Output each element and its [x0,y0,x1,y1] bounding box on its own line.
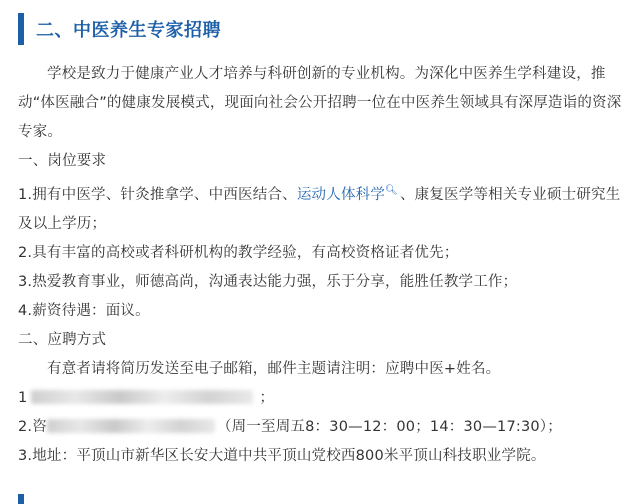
contact-2-prefix: 2.咨 [18,418,47,435]
intro-paragraph: 学校是致力于健康产业人才培养与科研创新的专业机构。为深化中医养生学科建设，推动“体医融合”的健康发展模式，现面向社会公开招聘一位在中医养生领域具有深厚造诣的资深专家。 [18,66,622,140]
contact-2-hours: （周一至周五8：30—12：00；14：30—17:30）； [216,418,562,435]
requirement-1-text-b: 、康复医学等相关专业硕士研究生及以上学历； [18,186,621,232]
contact-line-2 [18,413,633,442]
requirement-4: 4.薪资待遇：面议。 [18,302,150,319]
redacted-email [31,390,253,404]
section-heading [18,12,221,46]
requirement-3: 3.热爱教育事业，师德高尚，沟通表达能力强，乐于分享，能胜任教学工作； [18,273,518,290]
search-icon[interactable]: 🔍︎ [385,185,398,196]
application-intro: 有意者请将简历发送至电子邮箱，邮件主题请注明：应聘中医+姓名。 [47,360,501,377]
article-body [18,60,633,471]
contact-1-end: ； [259,389,275,406]
requirement-1 [18,176,633,239]
keyword-link[interactable]: 运动人体科学 [296,186,386,203]
requirement-1-text-a: 1.拥有中医学、针灸推拿学、中西医结合、 [18,186,297,203]
contact-line-1 [18,384,633,413]
contact-line-3: 3.地址：平顶山市新华区长安大道中共平顶山党校西800米平顶山科技职业学院。 [18,447,546,464]
application-heading: 二、应聘方式 [18,331,107,348]
heading-accent-bar [18,13,24,45]
requirement-2: 2.具有丰富的高校或者科研机构的教学经验，有高校资格证者优先； [18,244,459,261]
section-title: 二、中医养生专家招聘 [36,20,221,41]
contact-1-number: 1 [18,389,28,406]
requirements-heading: 一、岗位要求 [18,153,107,169]
redacted-phone [47,419,215,433]
next-section-accent-bar [18,494,24,504]
